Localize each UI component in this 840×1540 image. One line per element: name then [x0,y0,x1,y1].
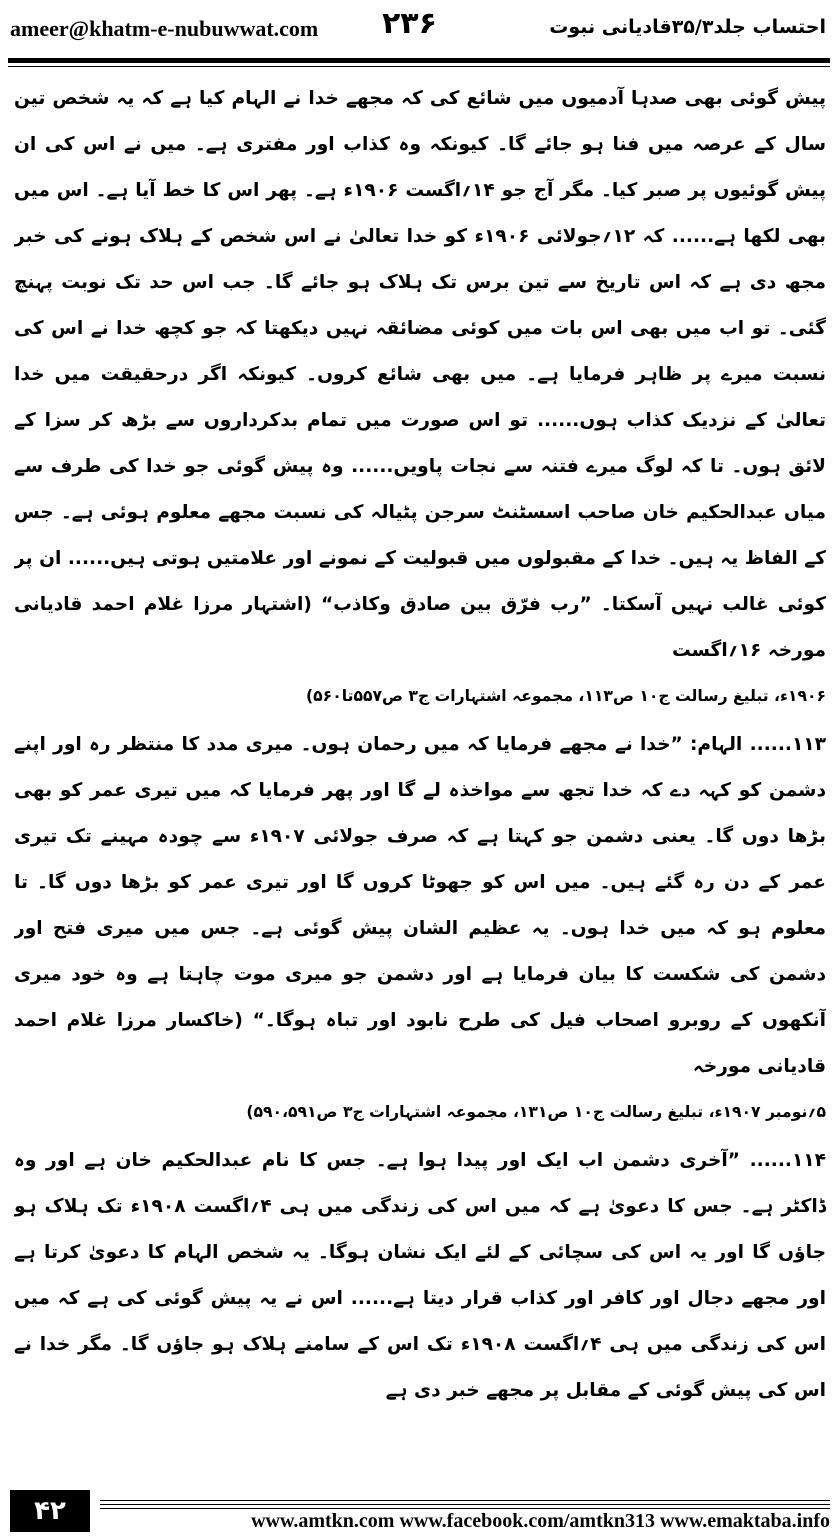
header-page-number: ۲۳۶ [382,6,437,41]
paragraph-1: پیش گوئی بھی صدہا آدمیوں میں شائع کی کہ مجھے خدا نے الہام کیا ہے کہ یہ شخص تین سال کے عرصہ میں فنا ہو جائے گا۔ کیونکہ وہ کذاب اور مفتری ہے۔ میں نے اس کی ان پیش گوئیوں پر صبر کیا۔ مگر آج جو ۱۴؍اگست ۱۹۰۶ء ہے۔ پھر اس کا خط آیا ہے۔ اس میں بھی لکھا ہے...... کہ ۱۲؍جولائی ۱۹۰۶ء کو خدا تعالیٰ نے اس شخص کے ہلاک ہونے کی خبر مجھ دی ہے کہ اس تاریخ سے تین برس تک ہلاک ہو جائے گا۔ جب اس حد تک نوبت پہنچ گئی۔ تو اب میں بھی اس بات میں کوئی مضائقہ نہیں دیکھتا کہ جو کچھ خدا نے اس کی نسبت میرے پر ظاہر فرمایا ہے۔ میں بھی شائع کروں۔ کیونکہ اگر درحقیقت میں خدا تعالیٰ کے نزدیک کذاب ہوں...... تو اس صورت میں تمام بدکرداروں سے بڑھ کر سزا کے لائق ہوں۔ تا کہ لوگ میرے فتنہ سے نجات پاویں...... وہ پیش گوئی جو خدا کی طرف سے میاں عبدالحکیم خان صاحب اسسٹنٹ سرجن پٹیالہ کی نسبت مجھے معلوم ہوئی ہے۔ جس کے الفاظ یہ ہیں۔ خدا کے مقبولوں میں قبولیت کے نمونے اور علامتیں ہوتی ہیں...... ان پر کوئی غالب نہیں آسکتا۔ ”رب فرّق بین صادق وکاذب“ (اشتہار مرزا غلام احمد قادیانی مورخہ ۱۶؍اگست [14,88,826,661]
citation-1: ۱۹۰۶ء، تبلیغ رسالت ج۱۰ ص۱۱۳، مجموعہ اشتہارات ج۳ ص۵۵۷تا۵۶۰) [306,687,826,705]
footer-rule [100,1500,830,1501]
footer-rule [100,1504,830,1505]
citation-2: ۵؍نومبر ۱۹۰۷ء، تبلیغ رسالت ج۱۰ ص۱۳۱، مجموعہ اشتہارات ج۳ ص۵۹۰،۵۹۱) [246,1103,826,1121]
header-rule-thin [8,66,830,67]
paragraph-114: ۱۱۴...... ”آخری دشمن اب ایک اور پیدا ہوا ہے۔ جس کا نام عبدالحکیم خان ہے اور وہ ڈاکٹر ہے۔ جس کا دعویٰ ہے کہ میں اس کی زندگی میں ہی ۴؍اگست ۱۹۰۸ء تک ہلاک ہو جاؤں گا اور یہ اس کی سچائی کے لئے ایک نشان ہوگا۔ یہ شخص الہام کا دعویٰ کرتا ہے اور مجھے دجال اور کافر اور کذاب قرار دیتا ہے...... اس نے یہ پیش گوئی کی ہے کہ میں اس کی زندگی میں ہی ۴؍اگست ۱۹۰۸ء تک اس کے سامنے ہلاک ہو جاؤں گا۔ مگر خدا نے اس کی پیش گوئی کے مقابل پر مجھے خبر دی ہے [14,1150,826,1401]
header-rule-thick [8,58,830,63]
header-title: احتساب جلد۳۵/۳قادیانی نبوت [549,16,826,38]
page-header [0,0,840,62]
footer-page-number: ۴۲ [10,1490,90,1532]
page-body [14,76,826,1472]
header-email: ameer@khatm-e-nubuwwat.com [10,16,319,41]
paragraph-113: ۱۱۳...... الہام: ”خدا نے مجھے فرمایا کہ میں رحمان ہوں۔ میری مدد کا منتظر رہ اور اپنے دشمن کو کہہ دے کہ خدا تجھ سے مواخذہ لے گا اور پھر فرمایا کہ میں تیری عمر کو بھی بڑھا دوں گا۔ یعنی دشمن جو کہتا ہے کہ صرف جولائی ۱۹۰۷ء سے چودہ مہینے تک تیری عمر کے دن رہ گئے ہیں۔ میں اس کو جھوٹا کروں گا اور تیری عمر کو بڑھا دوں گا۔ تا معلوم ہو کہ میں خدا ہوں۔ یہ عظیم الشان پیش گوئی ہے۔ جس میں میری فتح اور دشمن کی شکست کا بیان فرمایا ہے اور دشمن جو میری موت چاہتا ہے وہ خود میری آنکھوں کے روبرو اصحاب فیل کی طرح نابود اور تباہ ہوگا۔“ (خاکسار مرزا غلام احمد قادیانی مورخہ [14,734,826,1077]
footer-links: www.amtkn.com www.facebook.com/amtkn313 www.emaktaba.info [251,1510,830,1532]
